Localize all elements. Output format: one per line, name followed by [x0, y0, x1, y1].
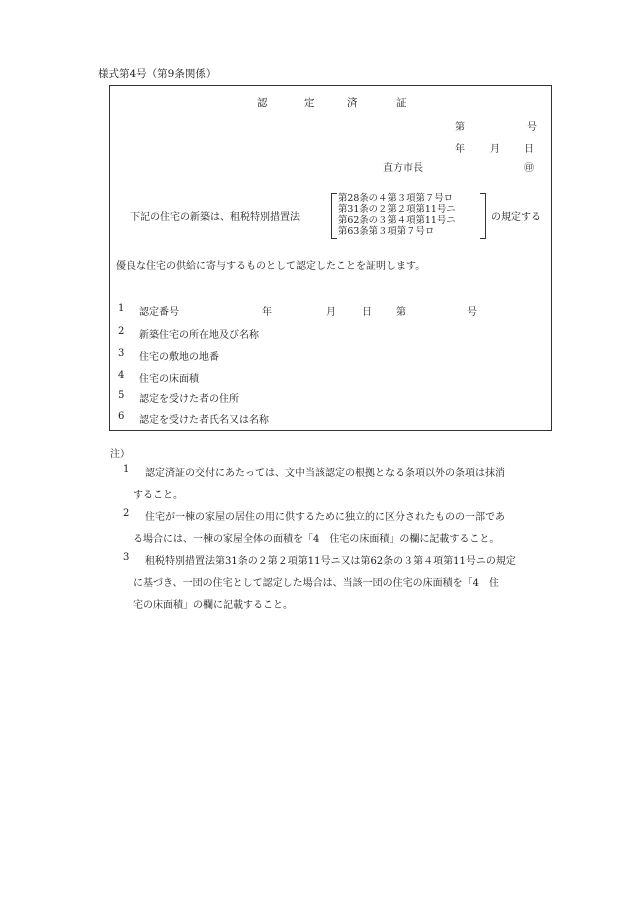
item-number: 4	[118, 370, 125, 381]
form-label: 様式第4号（第9条関係）	[98, 68, 217, 80]
issuer-name: 直方市長	[383, 163, 423, 174]
certificate-title-char: 証	[396, 97, 407, 109]
number-go: 号	[527, 122, 537, 133]
note-number: 3	[123, 552, 130, 563]
bracket-right	[480, 193, 486, 239]
note-number: 1	[123, 464, 130, 475]
number-dai: 第	[455, 122, 465, 133]
item-label: 認定番号	[139, 307, 179, 318]
note-line: 宅の床面積」の欄に記載すること。	[133, 600, 293, 611]
lead-text-left: 下記の住宅の新築は、租税特別措置法	[130, 212, 300, 223]
certificate-title-char: 認	[257, 97, 268, 109]
law-article-line: 第28条の４第３項第７号ロ	[338, 193, 454, 204]
item-label: 認定を受けた者氏名又は名称	[139, 415, 269, 426]
notes-heading: 注）	[110, 449, 130, 460]
seal-mark: ㊞	[524, 163, 534, 174]
cert-no-go: 号	[467, 307, 477, 318]
proof-sentence: 優良な住宅の供給に寄与するものとして認定したことを証明します。	[116, 261, 426, 272]
item-label: 新築住宅の所在地及び名称	[139, 330, 259, 341]
note-line: る場合には、一棟の家屋全体の面積を「4 住宅の床面積」の欄に記載すること。	[133, 534, 500, 545]
cert-no-day: 日	[362, 307, 372, 318]
date-year: 年	[455, 144, 465, 155]
date-month: 月	[490, 144, 500, 155]
item-number: 1	[118, 303, 125, 314]
law-article-bracket	[331, 193, 486, 237]
law-article-list	[338, 193, 456, 237]
cert-no-month: 月	[326, 307, 336, 318]
bracket-left	[331, 193, 337, 239]
item-number: 6	[118, 411, 125, 422]
cert-no-dai: 第	[396, 307, 406, 318]
law-article-line: 第63条第３項第７号ロ	[338, 226, 435, 237]
item-number: 3	[118, 348, 125, 359]
certificate-title-char: 定	[304, 97, 315, 109]
note-line: 住宅が一棟の家屋の居住の用に供するために独立的に区分されたものの一部であ	[145, 512, 505, 523]
certificate-title-char: 済	[347, 97, 358, 109]
law-article-line: 第31条の２第２項第11号ニ	[338, 204, 456, 215]
item-label: 住宅の床面積	[139, 374, 199, 385]
item-number: 2	[118, 326, 125, 337]
note-line: 租税特別措置法第31条の２第２項第11号ニ又は第62条の３第４項第11号ニの規定	[145, 556, 516, 567]
cert-no-year: 年	[262, 307, 272, 318]
date-day: 日	[524, 144, 534, 155]
note-line: 認定済証の交付にあたっては、文中当該認定の根拠となる条項以外の条項は抹消	[145, 468, 505, 479]
item-label: 認定を受けた者の住所	[139, 394, 239, 405]
note-number: 2	[123, 508, 130, 519]
law-article-line: 第62条の３第４項第11号ニ	[338, 215, 456, 226]
item-label: 住宅の敷地の地番	[139, 352, 219, 363]
lead-text-right: の規定する	[491, 212, 541, 223]
note-line: すること。	[133, 490, 183, 501]
item-number: 5	[118, 390, 125, 401]
note-line: に基づき、一団の住宅として認定した場合は、当該一団の住宅の床面積を「4 住	[133, 578, 499, 589]
